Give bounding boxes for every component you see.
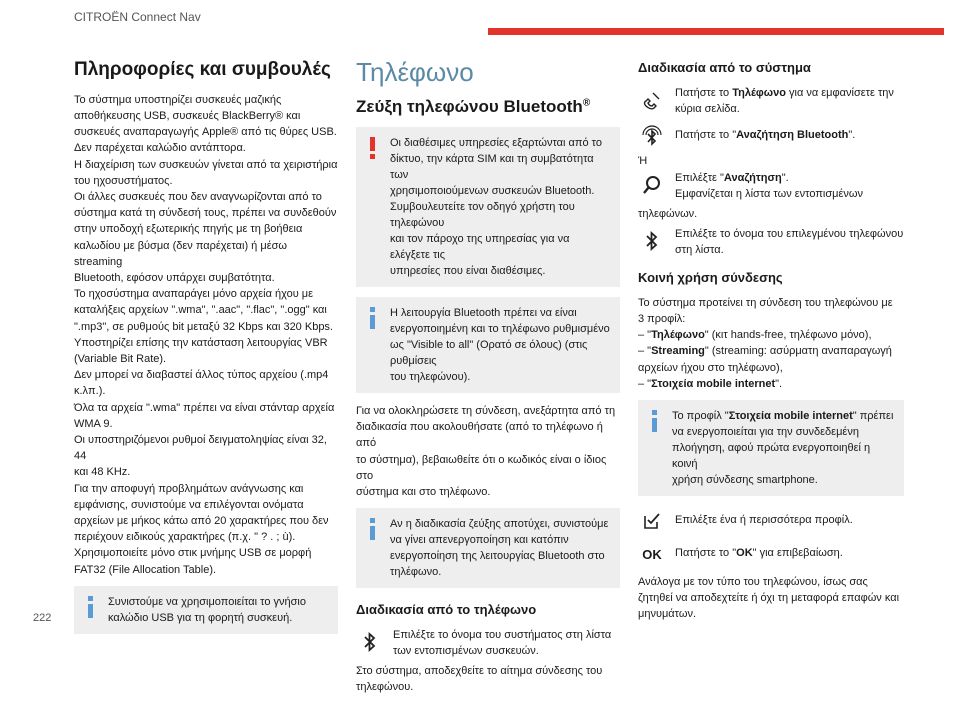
note-line: τηλέφωνο.: [390, 566, 442, 579]
mobile-internet-note: [638, 400, 904, 496]
warning-line: Οι διαθέσιμες υπηρεσίες εξαρτώνται από το: [390, 136, 602, 149]
text-line: Όλα τα αρχεία ".wma" πρέπει να είναι στάνταρ αρχεία: [74, 401, 335, 414]
text-line: Στο σύστημα, αποδεχθείτε το αίτημα σύνδεσης του: [356, 665, 603, 678]
warning-line: χρησιμοποιούμενων συσκευών Bluetooth.: [390, 184, 595, 197]
text-run: Πατήστε το ": [675, 547, 737, 559]
note-text: [672, 408, 896, 488]
text-run: – ": [638, 377, 652, 390]
text-line: Για την αποφυγή προβλημάτων ανάγνωσης και: [74, 482, 304, 495]
profile-item: [638, 327, 904, 343]
header-accent-bar: [488, 28, 944, 35]
text-run: Εμφανίζεται η λίστα των εντοπισμένων: [675, 187, 863, 200]
page-number: 222: [33, 612, 52, 624]
profile-item: [638, 360, 904, 376]
step-text: Επιλέξτε ένα ή περισσότερα προφίλ.: [675, 514, 853, 526]
warning-line: δίκτυο, την κάρτα SIM και τη συμβατότητα των: [390, 152, 594, 181]
text-line: σύστημα και στο τηλέφωνο.: [356, 486, 491, 498]
step-press-phone: [638, 85, 904, 117]
text-line: αποθήκευσης USB, συσκευές BlackBerry® και: [74, 109, 301, 122]
text-line: τηλεφώνου.: [356, 681, 414, 694]
text-run: ".: [781, 171, 789, 184]
heading-text: Ζεύξη τηλεφώνου Bluetooth: [356, 96, 583, 116]
profile-list: [638, 327, 904, 392]
text-run: ".: [848, 128, 856, 141]
text-line: Υποστηρίζει επίσης την κατάσταση λειτουργίας VBR: [74, 336, 328, 349]
ok-label: OK: [642, 546, 662, 562]
note-text: [390, 305, 612, 385]
text-run: " για επιβεβαίωση.: [752, 547, 843, 559]
text-run: Πατήστε το: [675, 86, 733, 99]
sharing-intro-text: [638, 295, 904, 327]
step-text: [675, 170, 863, 202]
or-separator: Ή: [638, 154, 648, 167]
text-run: " (κιτ hands-free, τηλέφωνο μόνο),: [704, 329, 872, 342]
step-text: [675, 226, 903, 258]
column-info-tips: [74, 58, 338, 644]
step-line: στη λίστα.: [675, 243, 724, 256]
text-line: περιέχουν ειδικούς χαρακτήρες (π.χ. " ? . ; ù).: [74, 531, 296, 544]
text-line: καταλήξεις αρχείων ".wma", ".aac", ".flac", ".ogg" και: [74, 304, 327, 317]
text-line: Το σύστημα υποστηρίζει συσκευές μαζικής: [74, 93, 282, 106]
section-heading-info-tips: Πληροφορίες και συμβουλές: [74, 59, 331, 80]
registered-mark: ®: [582, 96, 591, 108]
checkbox-icon: [638, 507, 666, 535]
info-icon: [646, 408, 664, 434]
accept-request-text: [356, 663, 620, 695]
profile-item: [638, 343, 904, 359]
warning-note: [356, 127, 620, 287]
ok-button-icon: [638, 540, 666, 568]
bluetooth-icon: [638, 227, 666, 255]
step-continuation: τηλεφώνων.: [638, 207, 698, 220]
note-line: Η λειτουργία Bluetooth πρέπει να είναι: [390, 306, 577, 319]
text-run: – ": [638, 329, 652, 342]
text-line: Το ηχοσύστημα αναπαράγει μόνο αρχεία ήχου με: [74, 288, 314, 301]
note-line: του τηλεφώνου).: [390, 370, 471, 383]
text-line: διαδικασία που ακολουθήσατε (από το τηλέφωνο ή από: [356, 421, 603, 450]
text-line: Bluetooth, εφόσον υπάρχει συμβατότητα.: [74, 271, 275, 284]
magnifier-search-icon: [638, 171, 666, 199]
text-run: Πατήστε το ": [675, 128, 737, 141]
text-run: ".: [775, 377, 783, 390]
text-line: σύστημα κατά τη σύνδεσή τους, πρέπει να συνδεθούν: [74, 207, 337, 220]
bluetooth-visible-note: [356, 297, 620, 393]
text-line: και 48 KHz.: [74, 466, 131, 479]
note-line: ενεργοποίηση της λειτουργίας Bluetooth στο: [390, 550, 605, 563]
text-line: Για να ολοκληρώσετε τη σύνδεση, ανεξάρτητα από τη: [356, 404, 616, 417]
step-text: [675, 121, 855, 143]
text-run: Επιλέξτε ": [675, 171, 724, 184]
info-icon: [82, 594, 100, 620]
pairing-code-text: [356, 403, 620, 500]
column-phone: [356, 58, 620, 704]
text-line: Το σύστημα προτείνει τη σύνδεση του τηλεφώνου με: [638, 296, 893, 309]
text-line: WMA 9.: [74, 417, 113, 430]
sub-heading-connection-sharing: Κοινή χρήση σύνδεσης: [638, 269, 783, 285]
note-line: ενεργοποιημένη και το τηλέφωνο ρυθμισμένο: [390, 322, 610, 335]
step-select-profiles: [638, 506, 904, 535]
bold-term: Αναζήτηση Bluetooth: [736, 128, 849, 141]
step-select-phone-name: [638, 226, 904, 258]
text-line: στην υποδοχή εξωτερικής πηγής με τη βοήθεια: [74, 223, 303, 236]
note-line: ως "Visible to all" (Ορατό σε όλους) (στις ρυθμίσεις: [390, 338, 588, 367]
step-text: [675, 85, 894, 117]
note-rest: [672, 424, 896, 488]
text-line: 3 προφίλ:: [638, 312, 686, 325]
warning-text: [390, 135, 612, 279]
text-line: μηνυμάτων.: [638, 608, 697, 621]
text-line: εμφάνισης, συνιστούμε να επιλέγονται ονόματα: [74, 498, 304, 511]
text-line: το σύστημα), βεβαιωθείτε ότι ο κωδικός είναι ο ίδιος στο: [356, 453, 607, 482]
step-line: Επιλέξτε το όνομα του συστήματος στη λίστα: [393, 629, 612, 642]
bluetooth-icon: [356, 628, 384, 656]
step-bluetooth-search: [638, 121, 904, 150]
bold-term: Αναζήτηση: [723, 171, 782, 184]
text-line: FAT32 (File Allocation Table).: [74, 563, 217, 576]
info-icon: [364, 305, 382, 331]
note-line: καλώδιο USB για τη φορητή συσκευή.: [108, 611, 293, 624]
usb-cable-note: [74, 586, 338, 634]
step-select-system: [356, 627, 620, 659]
text-line: συσκευές αναπαραγωγής Apple® από τις θύρες USB.: [74, 126, 337, 139]
text-run: " (streaming: ασύρματη αναπαραγωγή: [704, 345, 892, 358]
bold-term: Streaming: [651, 345, 705, 358]
text-line: Δεν παρέχεται καλώδιο αντάπτορα.: [74, 142, 246, 155]
warning-line: Συμβουλευτείτε τον οδηγό χρήστη του τηλεφώνου: [390, 200, 575, 229]
note-line: Συνιστούμε να χρησιμοποιείται το γνήσιο: [108, 595, 306, 608]
text-line: Δεν μπορεί να διαβαστεί άλλος τύπος αρχείου (.mp4: [74, 369, 329, 382]
text-run: αρχείων ήχου στο τηλέφωνο),: [638, 361, 783, 374]
text-line: αρχείων με μήκος κάτω από 20 χαρακτήρες που δεν: [74, 515, 329, 528]
note-text: [390, 516, 612, 580]
step-select-search: [638, 170, 904, 202]
bluetooth-search-icon: [638, 122, 666, 150]
note-line: πλοήγηση, αφού πρώτα ενεργοποιηθεί η κοινή: [672, 442, 871, 470]
bold-term: Στοιχεία mobile internet: [651, 377, 776, 390]
note-line: χρήση σύνδεσης smartphone.: [672, 474, 818, 486]
info-icon: [364, 516, 382, 542]
text-line: Οι υποστηριζόμενοι ρυθμοί δειγματοληψίας είναι 32, 44: [74, 434, 327, 463]
section-heading-bluetooth-pairing: [356, 97, 620, 117]
contacts-transfer-text: [638, 574, 904, 623]
step-line: των εντοπισμένων συσκευών.: [393, 645, 539, 658]
bold-term: Τηλέφωνο: [732, 86, 786, 99]
chapter-title-phone: Τηλέφωνο: [356, 57, 474, 87]
text-line: ".mp3", σε ρυθμούς bit μεταξύ 32 Kbps και 320 Kbps.: [74, 320, 333, 333]
sub-heading-from-system: Διαδικασία από το σύστημα: [638, 60, 811, 75]
step-text: [675, 539, 843, 561]
text-line: ζητηθεί να αποδεχτείτε ή όχι τη μεταφορά επαφών και: [638, 592, 900, 605]
pairing-fail-note: [356, 508, 620, 588]
bold-term: Τηλέφωνο: [651, 329, 705, 342]
note-line: να γίνει απενεργοποίηση και κατόπιν: [390, 534, 569, 547]
profile-item: [638, 376, 904, 392]
text-run: – ": [638, 345, 652, 358]
step-press-ok: [638, 539, 904, 568]
bold-term: OK: [736, 547, 753, 559]
column-system-procedure: [638, 58, 904, 631]
text-line: Οι άλλες συσκευές που δεν αναγνωρίζονται από το: [74, 190, 322, 203]
sub-heading-from-phone: Διαδικασία από το τηλέφωνο: [356, 602, 537, 618]
phone-handset-icon: [638, 86, 666, 114]
text-line: καλωδίου με βύσμα (δεν παρέχεται) ή μέσω streaming: [74, 239, 287, 268]
bold-term: Στοιχεία mobile internet: [728, 410, 853, 422]
step-line: Επιλέξτε το όνομα του επιλεγμένου τηλεφώνου: [675, 227, 904, 240]
manual-header-title: CITROËN Connect Nav: [74, 10, 201, 24]
text-line: του ηχοσυστήματος.: [74, 174, 173, 187]
text-run: Το προφίλ ": [672, 410, 729, 422]
note-line: Αν η διαδικασία ζεύξης αποτύχει, συνιστούμε: [390, 518, 609, 531]
text-line: Χρησιμοποιείτε μόνο στικ μνήμης USB σε μορφή: [74, 547, 312, 560]
info-tips-text: [74, 92, 338, 578]
note-line: να ενεργοποιείται για την συνδεδεμένη: [672, 426, 859, 438]
text-run: για να εμφανίσετε την: [785, 86, 894, 99]
text-line: (Variable Bit Rate).: [74, 353, 167, 365]
step-text: [393, 627, 611, 659]
warning-line: και τον πάροχο της υπηρεσίας για να ελέγξετε τις: [390, 232, 570, 261]
warning-exclamation-icon: [364, 135, 382, 161]
text-line: Ανάλογα με τον τύπο του τηλεφώνου, ίσως σας: [638, 576, 868, 588]
text-run: κύρια σελίδα.: [675, 102, 740, 115]
text-run: " πρέπει: [852, 410, 894, 422]
text-line: κ.λπ.).: [74, 385, 106, 398]
warning-line: υπηρεσίες που είναι διαθέσιμες.: [390, 264, 546, 277]
text-line: Η διαχείριση των συσκευών γίνεται από τα χειριστήρια: [74, 158, 338, 171]
